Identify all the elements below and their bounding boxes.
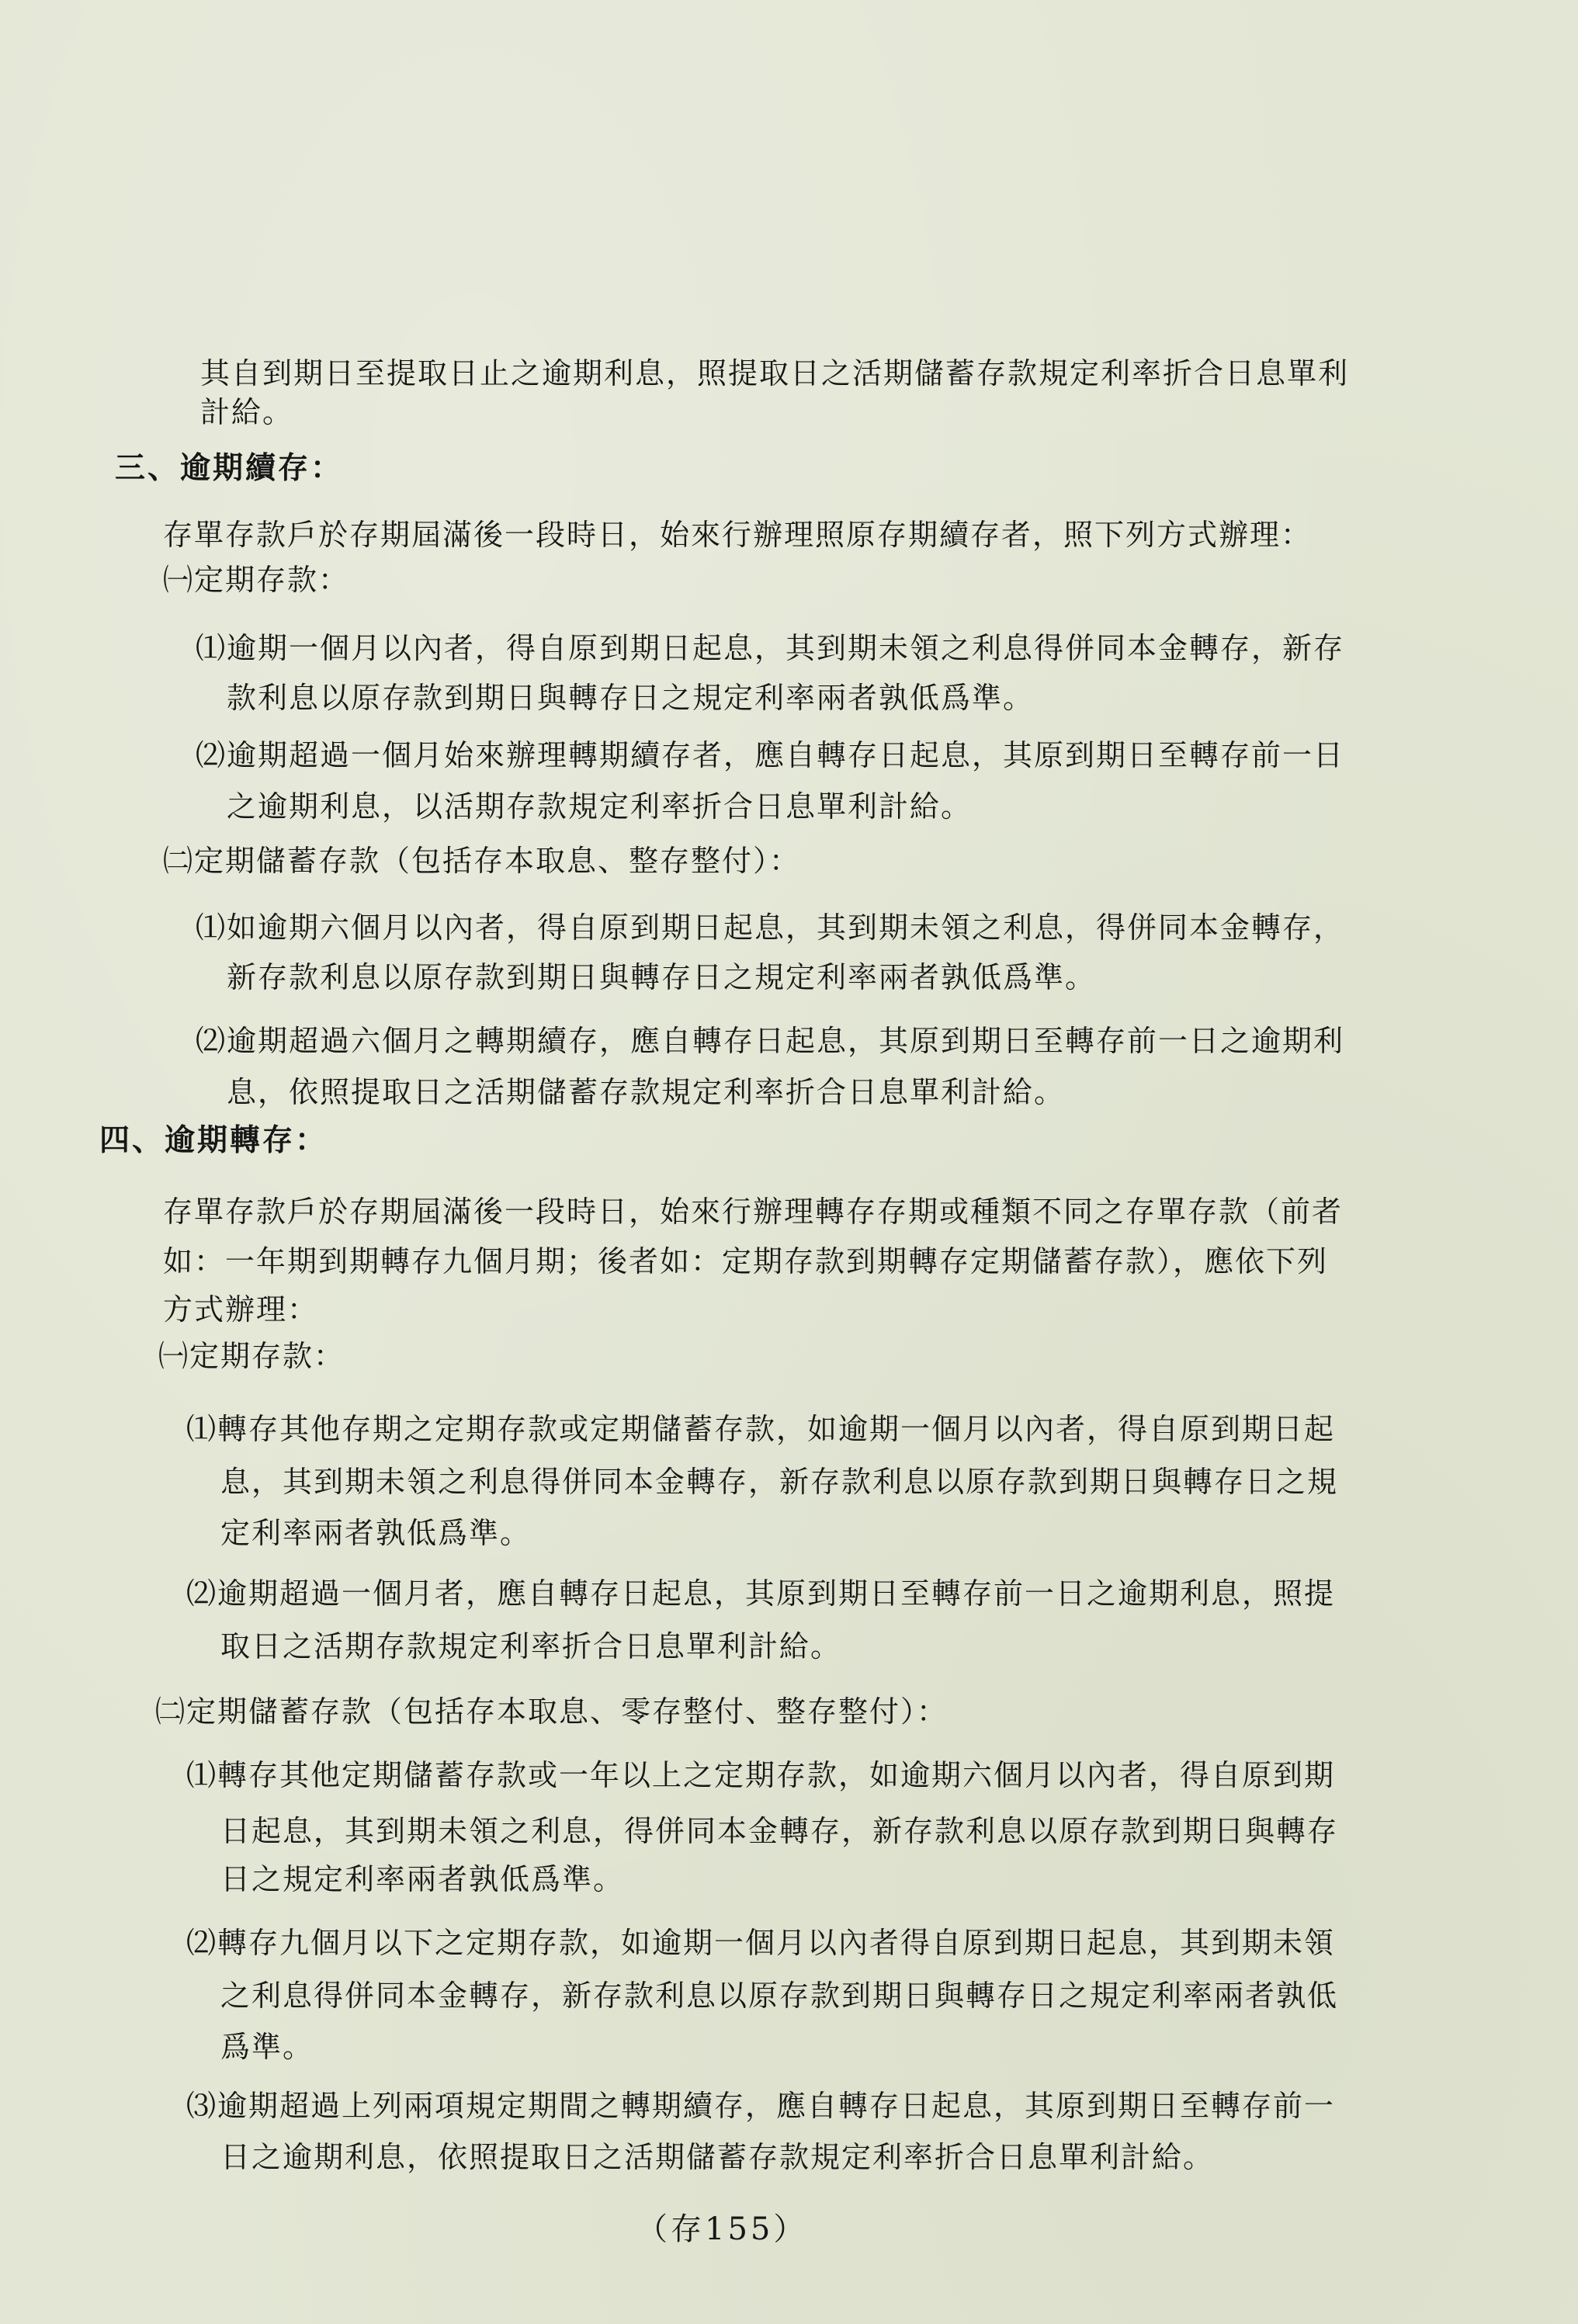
text-line: ⑵逾期超過六個月之轉期續存，應自轉存日起息，其原到期日至轉存前一日之逾期利 [196, 1024, 1345, 1058]
text-line: ⑵逾期超過一個月始來辦理轉期續存者，應自轉存日起息，其原到期日至轉存前一日 [196, 738, 1345, 772]
text-line: 其自到期日至提取日止之逾期利息，照提取日之活期儲蓄存款規定利率折合日息單利 [200, 356, 1350, 390]
text-line: 日起息，其到期未領之利息，得併同本金轉存，新存款利息以原存款到期日與轉存 [220, 1814, 1339, 1848]
text-line: ⑶逾期超過上列兩項規定期間之轉期續存，應自轉存日起息，其原到期日至轉存前一 [186, 2089, 1336, 2123]
text-line: 計給。 [200, 395, 294, 429]
text-line: 如：一年期到期轉存九個月期；後者如：定期存款到期轉存定期儲蓄存款），應依下列 [163, 1244, 1329, 1278]
subsection-heading: ㈠定期存款： [163, 563, 350, 597]
section-heading: 四、逾期轉存： [99, 1122, 328, 1158]
subsection-heading: ㈡定期儲蓄存款（包括存本取息、整存整付）： [163, 844, 801, 878]
text-line: 日之逾期利息，依照提取日之活期儲蓄存款規定利率折合日息單利計給。 [220, 2140, 1215, 2174]
text-line: ⑴轉存其他存期之定期存款或定期儲蓄存款，如逾期一個月以內者，得自原到期日起 [186, 1412, 1336, 1446]
text-line: 之逾期利息，以活期存款規定利率折合日息單利計給。 [227, 789, 973, 824]
text-line: ⑵轉存九個月以下之定期存款，如逾期一個月以內者得自原到期日起息，其到期未領 [186, 1926, 1336, 1960]
text-line: 存單存款戶於存期屆滿後一段時日，始來行辦理照原存期續存者，照下列方式辦理： [163, 518, 1313, 552]
text-line: 款利息以原存款到期日與轉存日之規定利率兩者孰低爲準。 [227, 681, 1035, 715]
text-line: ⑴轉存其他定期儲蓄存款或一年以上之定期存款，如逾期六個月以內者，得自原到期 [186, 1758, 1336, 1792]
text-line: 取日之活期存款規定利率折合日息單利計給。 [220, 1629, 842, 1663]
text-line: 新存款利息以原存款到期日與轉存日之規定利率兩者孰低爲準。 [227, 960, 1097, 994]
text-line: ⑴如逾期六個月以內者，得自原到期日起息，其到期未領之利息，得併同本金轉存， [196, 911, 1345, 945]
text-line: 息，依照提取日之活期儲蓄存款規定利率折合日息單利計給。 [227, 1075, 1066, 1109]
text-line: 之利息得併同本金轉存，新存款利息以原存款到期日與轉存日之規定利率兩者孰低 [220, 1979, 1339, 2013]
page-number: （存155） [636, 2211, 808, 2247]
subsection-heading: ㈠定期存款： [158, 1339, 345, 1373]
section-heading: 三、逾期續存： [115, 450, 344, 486]
subsection-heading: ㈡定期儲蓄存款（包括存本取息、零存整付、整存整付）： [155, 1694, 949, 1729]
text-line: 定利率兩者孰低爲準。 [220, 1516, 532, 1550]
text-line: 息，其到期未領之利息得併同本金轉存，新存款利息以原存款到期日與轉存日之規 [220, 1465, 1339, 1499]
text-line: 日之規定利率兩者孰低爲準。 [220, 1862, 625, 1896]
text-line: 爲準。 [220, 2030, 314, 2064]
text-line: ⑵逾期超過一個月者，應自轉存日起息，其原到期日至轉存前一日之逾期利息，照提 [186, 1577, 1336, 1611]
text-line: 方式辦理： [163, 1292, 319, 1327]
text-line: ⑴逾期一個月以內者，得自原到期日起息，其到期未領之利息得併同本金轉存，新存 [196, 631, 1345, 665]
text-line: 存單存款戶於存期屆滿後一段時日，始來行辦理轉存存期或種類不同之存單存款（前者 [163, 1195, 1344, 1229]
